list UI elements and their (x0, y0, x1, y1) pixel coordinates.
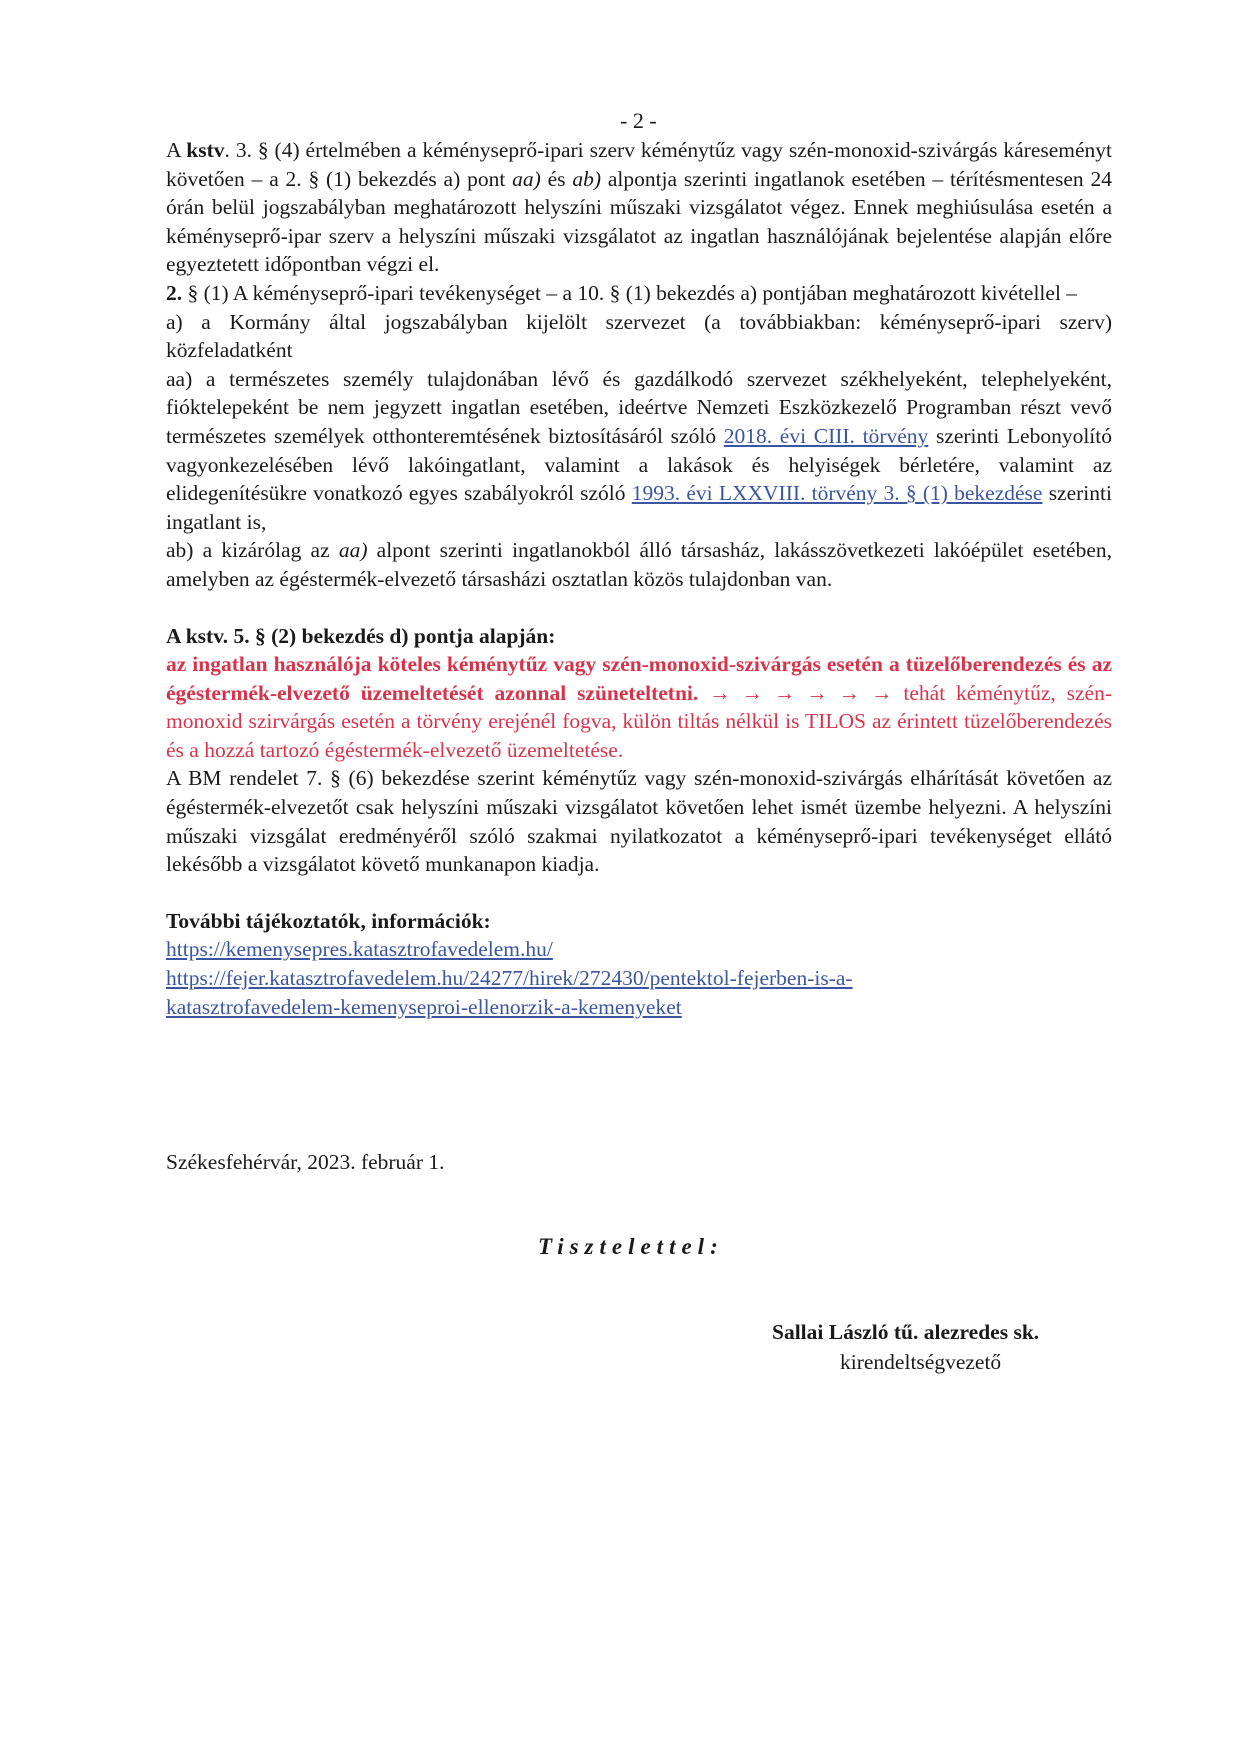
kstv5-heading: A kstv. 5. § (2) bekezdés d) pontja alapján: (166, 623, 556, 648)
law-link-1993[interactable]: 1993. évi LXXVIII. törvény 3. § (1) bekezdése (631, 481, 1043, 506)
item-aa-text3: szerinti ingatlant is, (166, 481, 1112, 534)
item-ab-text2: alpont szerinti ingatlanokból álló társasház, lakásszövetkezeti lakóépület esetében, amelyben az égéstermék-elvezető társasházi osztatlan közös tulajdonban van. (166, 538, 1112, 591)
item-aa-paragraph (166, 365, 1112, 537)
info-link-2a[interactable]: https://fejer.katasztrofavedelem.hu/24277/hirek/272430/pentektol-fejerben-is-a- (166, 966, 853, 991)
intro-es: és (540, 166, 573, 191)
section-2-paragraph (166, 279, 1112, 308)
info-link-2-line (166, 964, 1112, 1021)
section-2-number: 2. (166, 280, 183, 305)
info-heading: További tájékoztatók, információk: (166, 908, 491, 933)
document-body (166, 136, 1112, 1021)
spacer (166, 594, 1112, 622)
spacer (166, 879, 1112, 907)
page-number: - 2 - (620, 108, 657, 133)
signer-title: kirendeltségvezető (840, 1350, 1002, 1374)
info-link-1-line (166, 935, 1112, 964)
intro-a: A (166, 138, 187, 162)
intro-main: . 3. § (4) értelmében a kéményseprő-ipari szerv kéménytűz vagy szén-monoxid-szivárgás káreseményt követően – a 2. § (1) bekezdés a) pont (166, 138, 1113, 191)
item-aa-text2: szerinti Lebonyolító vagyonkezelésében lévő lakóingatlant, valamint a lakások és helyiségek bérletére, valamint az elidegenítésükre vonatkozó egyes szabályokról szóló (166, 423, 1112, 506)
signer-name: Sallai László tű. alezredes sk. (772, 1320, 1040, 1344)
item-a-paragraph: a) a Kormány által jogszabályban kijelölt szervezet (a továbbiakban: kéményseprő-ipari szerv) közfeladatként (166, 309, 1112, 363)
kstv5-warning (166, 650, 1112, 764)
section-2-text: § (1) A kéményseprő-ipari tevékenységet – a 10. § (1) bekezdés a) pontjában meghatározott kivétellel – (182, 280, 1078, 305)
date-line: Székesfehérvár, 2023. február 1. (166, 1150, 445, 1174)
info-link-1[interactable]: https://kemenysepres.katasztrofavedelem.hu/ (166, 937, 553, 962)
kstv5-warning-bold: az ingatlan használója köteles kéménytűz vagy szén-monoxid-szivárgás esetén a tüzelőberendezés és az égéstermék-elvezető üzemeltetését azonnal szüneteltetni. (166, 652, 1112, 705)
arrow-icons-1: → → → (698, 680, 796, 705)
item-ab-paragraph (166, 536, 1112, 593)
intro-paragraph (166, 136, 1112, 279)
greeting: Tisztelettel: (538, 1234, 724, 1259)
kstv5-warning-text: tehát kéménytűz, szén-monoxid szirvárgás esetén a törvény erejénél fogva, külön tiltás nélkül is TILOS az érintett tüzelőberendezés és a hozzá tartozó égéstermék-elvezető üzemeltetése. (166, 680, 1112, 762)
item-aa-text1: aa) a természetes személy tulajdonában lévő és gazdálkodó szervezet székhelyeként, telephelyeként, fióktelepeként be nem jegyzett ingatlan esetében, ideértve Nemzeti Eszközkezelő Programban részt vevő természetes személyek otthonteremtésének biztosításáról szóló (166, 366, 1112, 448)
item-ab-text1: ab) a kizárólag az (166, 538, 339, 563)
item-ab-aa: aa) (338, 538, 368, 563)
arrow-icons-2: → → → (806, 680, 904, 705)
law-link-2018[interactable]: 2018. évi CIII. törvény (723, 423, 929, 448)
intro-ab: ab) (572, 166, 601, 191)
intro-kstv: kstv (186, 138, 225, 162)
intro-rest: alpontja szerinti ingatlanok esetében – térítésmentesen 24 órán belül jogszabályban meghatározott helyszíni műszaki vizsgálatot végez. Ennek meghiúsulása esetén a kéményseprő-ipar szerv a helyszíni műszaki vizsgálatot az ingatlan használójának bejelentése alapján előre egyeztetett időpontban végzi el. (166, 166, 1112, 277)
intro-aa: aa) (512, 166, 541, 191)
bm-paragraph: A BM rendelet 7. § (6) bekezdése szerint kéménytűz vagy szén-monoxid-szivárgás elhárítását követően az égéstermék-elvezetőt csak helyszíni műszaki vizsgálatot követően lehet ismét üzembe helyezni. A helyszíni műszaki vizsgálat eredményéről szóló szakmai nyilatkozatot a kéményseprő-ipari tevékenységet ellátó lekésőbb a vizsgálatot követő munkanapon kiadja. (166, 766, 1112, 877)
info-link-2b[interactable]: katasztrofavedelem-kemenyseproi-ellenorzik-a-kemenyeket (166, 994, 682, 1019)
